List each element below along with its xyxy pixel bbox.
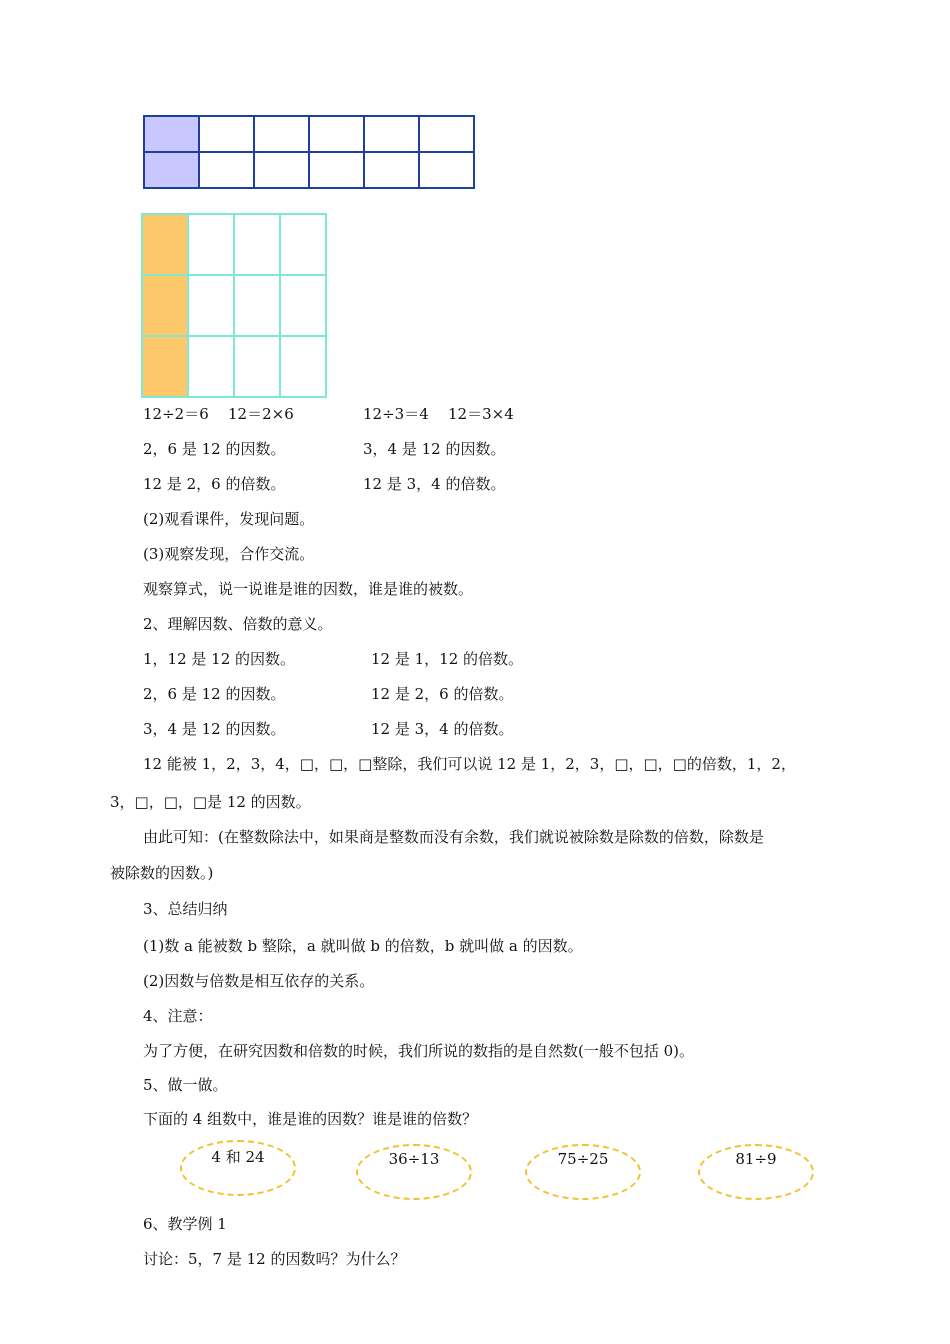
grid-cell [188, 336, 234, 397]
text-line: (2)因数与倍数是相互依存的关系。 [143, 972, 375, 990]
text-line: 下面的 4 组数中，谁是谁的因数？谁是谁的倍数？ [143, 1110, 478, 1128]
grid-cell [309, 152, 364, 188]
grid-cell [309, 116, 364, 152]
text-line: 2，6 是 12 的因数。 [143, 685, 286, 703]
grid-cell-shaded [142, 275, 188, 336]
text-line: 为了方便，在研究因数和倍数的时候，我们所说的数指的是自然数(一般不包括 0)。 [143, 1042, 695, 1060]
text-line: 3，4 是 12 的因数。 [143, 720, 286, 738]
text-line: (2)观看课件，发现问题。 [143, 510, 315, 528]
grid-cell [419, 116, 474, 152]
paragraph-line: 3，□，□，□是 12 的因数。 [110, 793, 311, 811]
grid-cell [419, 152, 474, 188]
array-grid-3x4 [141, 213, 327, 398]
section-heading: 3、总结归纳 [143, 900, 228, 918]
number-pair-label: 75÷25 [557, 1150, 609, 1168]
grid-cell [280, 275, 326, 336]
text-line: 观察算式，说一说谁是谁的因数，谁是谁的被数。 [143, 580, 474, 598]
grid-cell [234, 214, 280, 275]
text-line: 12 是 1，12 的倍数。 [371, 650, 524, 668]
text-line: 12 是 2，6 的倍数。 [143, 475, 286, 493]
text-line: 12 是 3，4 的倍数。 [371, 720, 514, 738]
text-line: 12 是 3，4 的倍数。 [363, 475, 506, 493]
grid-cell [364, 152, 419, 188]
number-pair-oval [356, 1144, 472, 1200]
number-pair-oval [698, 1144, 814, 1200]
section-heading: 5、做一做。 [143, 1076, 228, 1094]
section-heading: 2、理解因数、倍数的意义。 [143, 615, 333, 633]
grid-cell-shaded [142, 336, 188, 397]
number-pair-oval [525, 1144, 641, 1200]
paragraph-line: 被除数的因数。) [110, 864, 214, 882]
text-line: (1)数 a 能被数 b 整除，a 就叫做 b 的倍数，b 就叫做 a 的因数。 [143, 937, 583, 955]
text-line: 1，12 是 12 的因数。 [143, 650, 296, 668]
text-line: 讨论：5，7 是 12 的因数吗？为什么？ [143, 1250, 406, 1268]
section-heading: 6、教学例 1 [143, 1215, 227, 1233]
text-line: 3，4 是 12 的因数。 [363, 440, 506, 458]
text-line: 2，6 是 12 的因数。 [143, 440, 286, 458]
section-heading: 4、注意： [143, 1007, 213, 1025]
grid-cell [254, 116, 309, 152]
grid-cell-shaded [142, 214, 188, 275]
grid-cell [280, 336, 326, 397]
text-line: 12 是 2，6 的倍数。 [371, 685, 514, 703]
grid-cell [234, 275, 280, 336]
equation-multiplication-3: 12＝3×4 [448, 405, 514, 423]
paragraph-line: 由此可知：(在整数除法中，如果商是整数而没有余数，我们就说被除数是除数的倍数，除数是 [143, 828, 764, 846]
grid-cell [280, 214, 326, 275]
number-pair-label: 81÷9 [735, 1150, 777, 1168]
number-pair-oval [180, 1140, 296, 1196]
text-line: (3)观察发现，合作交流。 [143, 545, 315, 563]
grid-cell [188, 214, 234, 275]
grid-cell-shaded [144, 116, 199, 152]
equation-division-3: 12÷3＝4 [363, 405, 429, 423]
grid-cell [199, 116, 254, 152]
grid-cell-shaded [144, 152, 199, 188]
grid-cell [234, 336, 280, 397]
grid-cell [364, 116, 419, 152]
array-grid-2x6 [143, 115, 475, 189]
paragraph-line: 12 能被 1，2，3，4，□，□，□整除，我们可以说 12 是 1，2，3，□，□，□的倍数，1，2， [143, 755, 796, 773]
equation-division-2: 12÷2＝6 [143, 405, 209, 423]
equation-multiplication-2: 12＝2×6 [228, 405, 294, 423]
number-pair-label: 4 和 24 [211, 1148, 265, 1166]
grid-cell [254, 152, 309, 188]
grid-cell [199, 152, 254, 188]
grid-cell [188, 275, 234, 336]
number-pair-label: 36÷13 [388, 1150, 440, 1168]
